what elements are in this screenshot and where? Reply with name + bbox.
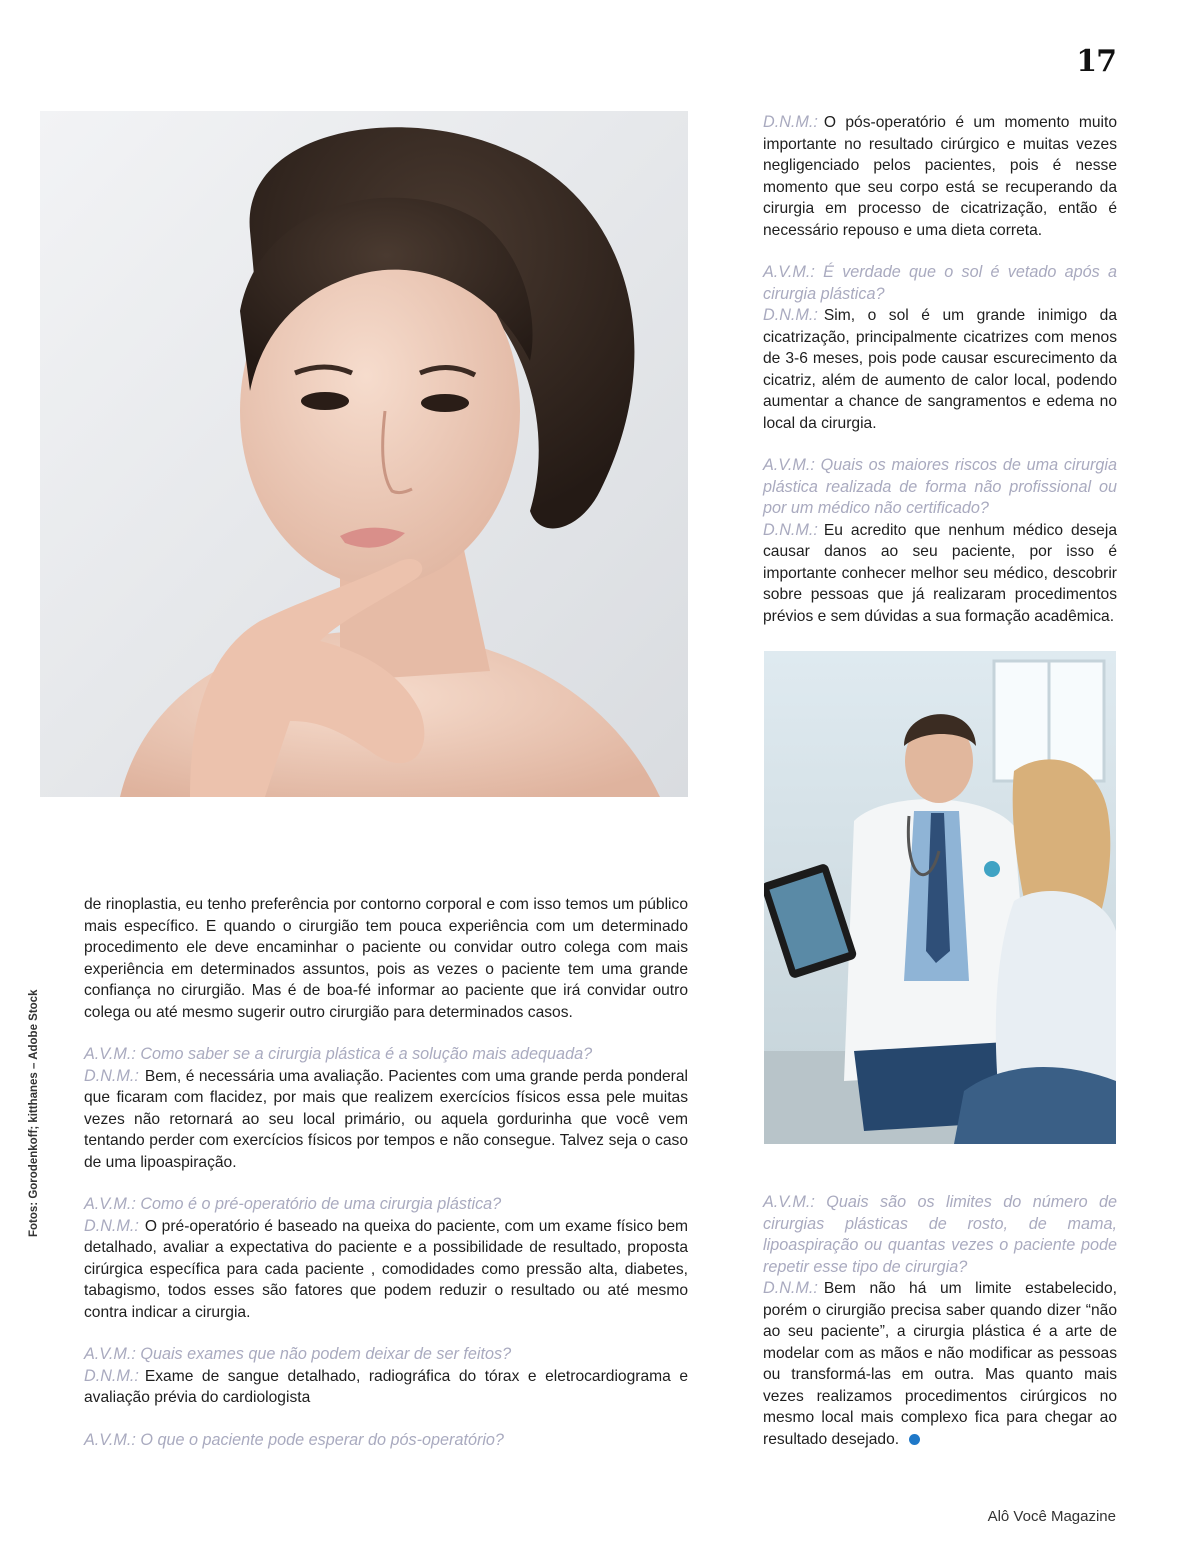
answer: O pós-operatório é um momento muito importante no resultado cirúrgico e muitas vezes negligenciado pelos pacientes, pois é nesse momento que seu corpo está se recuperando da cirurgia em processo de cicatrização, então é necessário repouso e uma dieta correta. <box>763 114 1117 239</box>
question: A.V.M.: É verdade que o sol é vetado após a cirurgia plástica? <box>763 263 1117 303</box>
left-text-column <box>84 894 688 1472</box>
answer-speaker: D.N.M.: <box>84 1066 139 1085</box>
answer: Eu acredito que nenhum médico deseja causar danos ao seu paciente, por isso é importante conhecer melhor seu médico, descobrir sobre pessoas que já realizaram procedimentos prévios e sem dúvidas a sua formação acadêmica. <box>763 521 1117 625</box>
qa-block <box>84 1344 688 1409</box>
answer-speaker: D.N.M.: <box>763 520 818 539</box>
question: A.V.M.: Como saber se a cirurgia plástica é a solução mais adequada? <box>84 1045 593 1063</box>
question: A.V.M.: O que o paciente pode esperar do pós-operatório? <box>84 1430 504 1449</box>
question: A.V.M.: Quais são os limites do número de cirurgias plásticas de rosto, de mama, lipoaspiração ou quantas vezes o paciente pode repetir esse tipo de cirurgia? <box>763 1193 1117 1276</box>
right-text-column-top <box>763 112 1117 648</box>
article-end-dot-icon <box>909 1434 920 1445</box>
answer-block <box>763 112 1117 241</box>
qa-block <box>84 1044 688 1173</box>
left-intro-paragraph: de rinoplastia, eu tenho preferência por contorno corporal e com isso temos um público mais específico. E quando o cirurgião tem pouca experiência com um determinado procedimento ele deve encaminhar o paciente ou convidar outro colega com mais experiência em determinados assuntos, pois as vezes o paciente tem uma grande confiança no cirurgião. Mas é de boa-fé informar ao paciente que irá convidar outro colega ou até mesmo sugerir outro cirurgião para determinados casos. <box>84 896 688 1021</box>
woman-portrait-photo <box>40 111 688 797</box>
answer-speaker: D.N.M.: <box>763 306 818 324</box>
answer: Bem, é necessária uma avaliação. Pacientes com uma grande perda ponderal que ficaram com flacidez, por mais que realizem exercícios físicos essa pele muitas vezes não retornará ao seu local primário, ou aquela gordurinha que você vem tentando perder com exercícios físicos por tempos e não consegue. Talvez seja o caso de uma lipoaspiração. <box>84 1067 688 1171</box>
qa-block <box>763 455 1117 627</box>
photo-credit: Fotos: Gorodenkoff; kitthanes – Adobe Stock <box>28 989 40 1237</box>
right-text-column-bottom <box>763 1192 1117 1471</box>
answer-speaker: D.N.M.: <box>763 1279 818 1297</box>
answer: Bem não há um limite estabelecido, porém o cirurgião precisa saber quando dizer “não ao seu paciente”, a cirurgia plástica é a arte de modelar com as mãos e não modificar as pessoas ou transformá-las em outra. Mas quanto mais vezes realizamos procedimentos cirúrgicos no mesmo local mais complexo fica para chegar ao resultado desejado. <box>763 1280 1117 1448</box>
magazine-footer: Alô Você Magazine <box>987 1508 1116 1525</box>
page-number: 17 <box>1076 44 1116 79</box>
answer-speaker: D.N.M.: <box>84 1216 139 1235</box>
woman-portrait-illustration <box>40 111 688 797</box>
question: A.V.M.: Quais exames que não podem deixar de ser feitos? <box>84 1345 512 1363</box>
answer-speaker: D.N.M.: <box>84 1366 139 1385</box>
doctor-patient-photo <box>764 651 1116 1144</box>
answer: Sim, o sol é um grande inimigo da cicatrização, principalmente cicatrizes com menos de 3-6 meses, pois pode causar escurecimento da cicatriz, além de aumento de calor local, podendo aumentar a chance de sangramentos e edema no local da cirurgia. <box>763 307 1117 432</box>
answer: O pré-operatório é baseado na queixa do paciente, com um exame físico bem detalhado, avaliar a expectativa do paciente e a possibilidade de resultado, proposta cirúrgica específica para cada paciente , comodidades como pressão alta, diabetes, tabagismo, todos esses são fatores que podem reduzir o resultado ou até mesmo contra indicar a cirurgia. <box>84 1217 688 1321</box>
qa-block <box>84 1194 688 1323</box>
question: A.V.M.: Como é o pré-operatório de uma cirurgia plástica? <box>84 1195 502 1213</box>
qa-block <box>763 1192 1117 1450</box>
doctor-patient-illustration <box>764 651 1116 1144</box>
question: A.V.M.: Quais os maiores riscos de uma cirurgia plástica realizada de forma não profissional ou por um médico não certificado? <box>763 456 1117 517</box>
answer-speaker: D.N.M.: <box>763 113 818 131</box>
qa-block <box>763 262 1117 434</box>
qa-block <box>84 1430 688 1452</box>
answer: Exame de sangue detalhado, radiográfica do tórax e eletrocardiograma e avaliação prévia do cardiologista <box>84 1367 688 1406</box>
